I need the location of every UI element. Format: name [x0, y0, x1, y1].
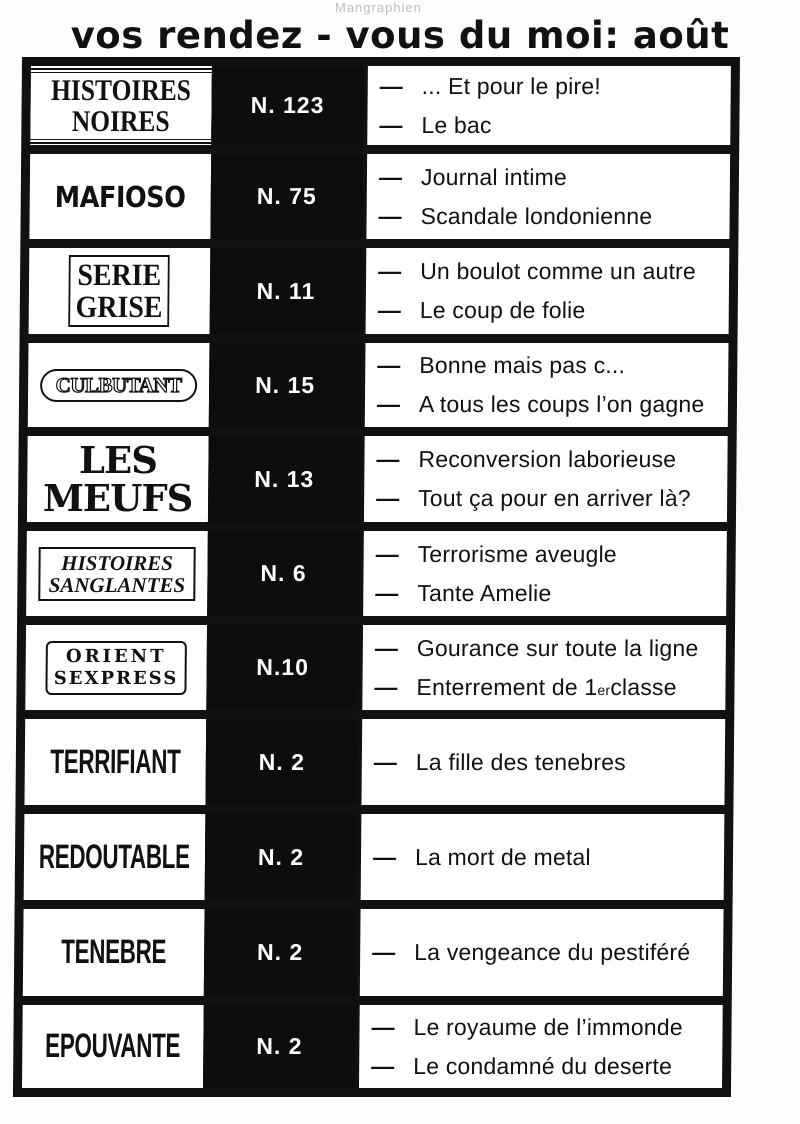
story-titles [367, 66, 731, 145]
issue-number: N. 2 [203, 1005, 356, 1088]
issue-number: N. 2 [205, 814, 358, 900]
story-title: — Journal intime [378, 163, 568, 190]
story-title: — Bonne mais pas c... [377, 352, 626, 378]
story-title: — A tous les coups l’on gagne [376, 391, 705, 417]
story-title: — Enterrement de 1 er classe [374, 673, 677, 700]
story-titles [362, 625, 726, 710]
story-title: — Le condamné du deserte [371, 1052, 673, 1079]
table-row [16, 616, 735, 710]
story-title: — La mort de metal [372, 843, 591, 870]
table-row [19, 334, 738, 427]
release-table [13, 57, 740, 1097]
issue-number: N. 15 [209, 343, 362, 427]
story-title: — La vengeance du pestiféré [372, 939, 691, 965]
story-titles [364, 436, 728, 522]
story-titles [363, 531, 727, 616]
series-logo-epouvante: EPOUVANTE [22, 1005, 204, 1088]
story-title: — Le coup de folie [377, 297, 586, 323]
story-titles [360, 909, 724, 996]
series-logo-redoutable: REDOUTABLE [24, 814, 206, 900]
faint-header-text: Mangraphien [335, 0, 422, 15]
story-title: — ... Et pour le pire! [379, 72, 602, 99]
issue-number: N. 2 [205, 719, 358, 805]
story-title: — Reconversion laborieuse [376, 446, 677, 472]
story-title: — Tante Amelie [375, 579, 552, 606]
table-row [18, 427, 737, 522]
series-logo-terrifiant: TERRIFIANT [24, 719, 206, 805]
issue-number: N. 6 [207, 531, 360, 616]
issue-number: N.10 [206, 625, 359, 710]
series-logo-mafioso: MAFIOSO [29, 154, 211, 239]
table-row [20, 239, 739, 334]
story-titles [366, 154, 730, 239]
story-title: — Terrorisme aveugle [375, 540, 617, 567]
story-title: — Scandale londonienne [378, 202, 653, 229]
issue-number: N. 11 [210, 248, 363, 334]
table-row [20, 145, 739, 239]
story-title: — Un boulot comme un autre [378, 258, 697, 284]
table-row [14, 900, 733, 996]
issue-number: N. 2 [204, 909, 357, 996]
table-row [15, 805, 734, 900]
issue-number: N. 75 [210, 154, 363, 239]
story-titles [365, 343, 729, 427]
story-titles [361, 719, 725, 805]
series-logo-culbutant: CULBUTANT [28, 343, 210, 427]
table-row [13, 996, 732, 1088]
table-row [15, 710, 734, 805]
story-title: — Le bac [379, 111, 492, 138]
table-row [21, 57, 740, 145]
series-logo-serie-grise: SERIE GRISE [29, 248, 211, 334]
table-row [17, 522, 736, 616]
series-logo-orient-sexpress: ORIENT SEXPRESS [25, 625, 207, 710]
issue-number: N. 13 [208, 436, 361, 522]
story-title: — Tout ça pour en arriver là? [376, 485, 691, 511]
story-title: — Gourance sur toute la ligne [374, 634, 699, 661]
issue-number: N. 123 [211, 66, 364, 145]
page-title: vos rendez - vous du moi: août [70, 14, 730, 57]
story-titles [359, 1005, 723, 1088]
story-title: — La fille des tenebres [373, 748, 627, 775]
series-logo-tenebre: TENEBRE [23, 909, 205, 996]
series-logo-histoires-sanglantes: HISTOIRES SANGLANTES [26, 531, 208, 616]
series-logo-les-meufs: LES MEUFS [27, 436, 209, 522]
story-title: — Le royaume de l’immonde [371, 1013, 683, 1040]
series-logo-histoires-noires: HISTOIRES NOIRES [30, 66, 212, 145]
story-titles [361, 814, 725, 900]
story-titles [366, 248, 730, 334]
